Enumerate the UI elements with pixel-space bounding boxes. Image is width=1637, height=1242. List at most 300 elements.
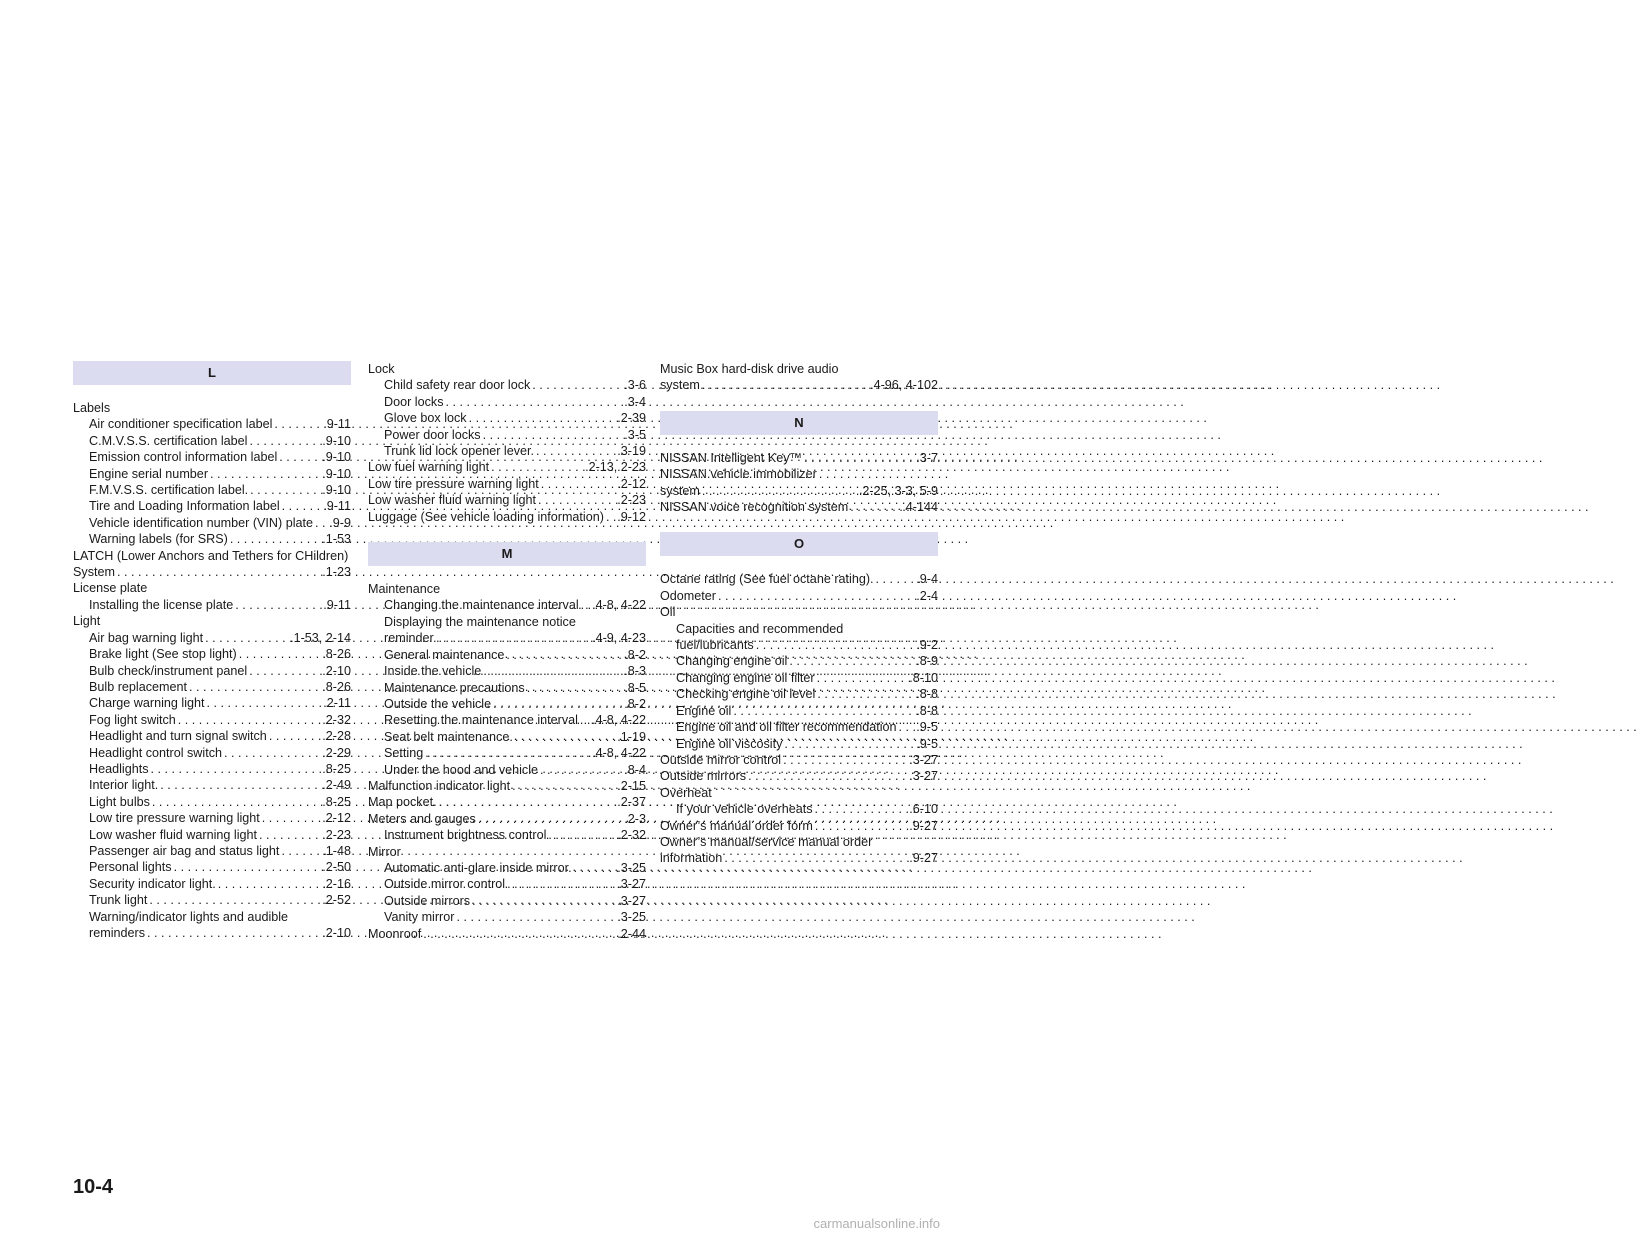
index-entry [73, 745, 351, 761]
entry-page-ref: .8-4 [624, 762, 646, 777]
dot-leader [272, 416, 322, 432]
entry-page-ref: .9-9 [329, 515, 351, 530]
entry-page-ref: .8-2 [624, 647, 646, 662]
index-entry [73, 416, 351, 432]
entry-term: Octane rating (See fuel octane rating). [660, 572, 874, 587]
entry-term: Warning labels (for SRS) [89, 532, 228, 547]
dot-leader [467, 410, 617, 426]
entry-term: Under the hood and vehicle [384, 762, 539, 777]
index-entry [73, 630, 351, 646]
index-entry [368, 811, 646, 827]
index-heading: LATCH (Lower Anchors and Tethers for CHildren) [73, 548, 349, 563]
index-entry [73, 794, 351, 810]
entry-term: NISSAN voice recognition system [660, 500, 849, 515]
dot-leader [222, 745, 321, 761]
index-entry [368, 762, 646, 778]
entry-term: Passenger air bag and status light [89, 843, 280, 858]
entry-term: Outside mirror control [660, 752, 782, 767]
index-entry [368, 410, 646, 426]
index-heading: Mirror [368, 844, 401, 859]
index-entry [660, 719, 938, 735]
dot-leader [216, 876, 322, 892]
entry-term: System [73, 565, 115, 580]
entry-page-ref: .2-49 [322, 778, 351, 793]
dot-leader [203, 630, 289, 646]
entry-term: Outside mirrors [384, 893, 471, 908]
dot-leader [176, 712, 321, 728]
dot-leader [787, 653, 915, 669]
entry-page-ref: .4-8, 4-22 [592, 713, 646, 728]
entry-term: Fog light switch [89, 712, 176, 727]
dot-leader [530, 377, 623, 393]
entry-page-ref: .2-50 [322, 860, 351, 875]
index-entry [73, 515, 351, 531]
dot-leader [481, 427, 624, 443]
entry-term: Outside mirrors [660, 769, 747, 784]
entry-term: Moonroof [368, 926, 422, 941]
entry-term: Inside the vehicle [384, 664, 482, 679]
entry-page-ref: .1-48 [322, 843, 351, 858]
entry-page-ref: .2-32 [617, 828, 646, 843]
entry-term: Automatic anti-glare inside mirror. [384, 860, 572, 875]
entry-page-ref: .4-96, 4-102 [870, 378, 938, 393]
index-heading: Labels [73, 401, 111, 415]
index-entry [660, 483, 938, 499]
dot-leader [247, 433, 321, 449]
entry-term: Maintenance precautions [384, 680, 525, 695]
dot-leader [313, 515, 328, 531]
index-heading: License plate [73, 581, 148, 596]
dot-leader [534, 443, 616, 459]
index-entry [73, 679, 351, 695]
entry-page-ref: .2-23 [617, 493, 646, 508]
index-entry [368, 860, 646, 876]
index-entry [368, 893, 646, 909]
dot-leader [897, 719, 916, 735]
entry-term: Malfunction indicator light [368, 778, 511, 793]
entry-term: Low fuel warning light [368, 460, 490, 475]
dot-leader [604, 509, 616, 525]
index-entry [73, 449, 351, 465]
dot-leader [454, 909, 616, 925]
index-entry [73, 859, 351, 875]
dot-leader [781, 752, 908, 768]
entry-term: information [660, 851, 723, 866]
index-entry [73, 712, 351, 728]
entry-term: Luggage (See vehicle loading information) [368, 509, 604, 524]
dot-leader [476, 811, 623, 827]
dot-leader [525, 680, 624, 696]
entry-page-ref: .3-4 [624, 394, 646, 409]
dot-leader [237, 646, 322, 662]
entry-term: fuel/lubricants [676, 638, 754, 653]
index-entry [368, 630, 646, 646]
index-entry [368, 476, 646, 492]
section-letter-n: N [660, 411, 938, 435]
dot-leader [782, 736, 915, 752]
entry-page-ref: .3-25 [617, 910, 646, 925]
index-entry [660, 818, 938, 834]
entry-term: Low washer fluid warning light [368, 493, 537, 508]
index-entry [368, 427, 646, 443]
index-heading: Overheat [660, 785, 712, 800]
dot-leader [491, 696, 623, 712]
dot-leader [746, 768, 908, 784]
index-entry [368, 876, 646, 892]
entry-page-ref: .6-10 [909, 802, 938, 817]
index-entry [368, 909, 646, 925]
entry-page-ref: .2-12 [617, 476, 646, 491]
index-heading: NISSAN vehicle immobilizer [660, 467, 817, 482]
entry-page-ref: .3-25 [617, 860, 646, 875]
index-entry [73, 597, 351, 613]
spacer [660, 435, 938, 450]
dot-leader [813, 818, 908, 834]
entry-term: Personal lights [89, 860, 172, 875]
entry-page-ref: .9-5 [916, 736, 938, 751]
entry-term: Headlight control switch [89, 745, 222, 760]
entry-page-ref: .2-28 [322, 729, 351, 744]
entry-term: Owner’s manual order form [660, 818, 813, 833]
dot-leader [504, 647, 623, 663]
entry-term: Power door locks [384, 427, 481, 442]
entry-term: reminders [89, 926, 145, 940]
entry-term: Odometer [660, 588, 716, 603]
dot-leader [187, 679, 321, 695]
index-heading: Light [73, 614, 101, 629]
entry-page-ref: .8-9 [916, 654, 938, 669]
entry-term: General maintenance [384, 647, 505, 662]
index-entry [660, 703, 938, 719]
entry-term: Resetting the maintenance interval [384, 713, 578, 728]
entry-term: Map pocket. [368, 795, 437, 810]
entry-page-ref: .3-27 [617, 893, 646, 908]
entry-page-ref: .8-2 [624, 696, 646, 711]
dot-leader [158, 777, 321, 793]
dot-leader [848, 499, 901, 515]
index-entry [660, 499, 938, 515]
index-heading: Displaying the maintenance notice [384, 614, 576, 629]
entry-term: NISSAN Intelligent Key™ [660, 450, 803, 465]
entry-page-ref: .2-39 [617, 411, 646, 426]
entry-term: Instrument brightness control [384, 828, 547, 843]
index-entry [73, 728, 351, 744]
index-entry [660, 653, 938, 669]
index-entry [368, 663, 646, 679]
index-column-3 [660, 361, 938, 867]
entry-term: Engine serial number [89, 466, 209, 481]
dot-leader [815, 686, 915, 702]
index-entry [660, 637, 938, 653]
index-entry [368, 712, 646, 728]
index-entry [368, 729, 646, 745]
entry-term: Trunk light [89, 893, 148, 908]
entry-term: Door locks [384, 394, 444, 409]
index-heading: Capacities and recommended [676, 621, 844, 636]
entry-term: Brake light (See stop light) [89, 647, 237, 662]
index-entry [660, 571, 938, 587]
index-entry [368, 745, 646, 761]
index-entry [73, 925, 351, 941]
index-entry [73, 564, 351, 580]
entry-page-ref: .9-10 [322, 483, 351, 498]
index-entry [73, 827, 351, 843]
index-entry [73, 843, 351, 859]
entry-page-ref: .8-8 [916, 703, 938, 718]
dot-leader [546, 827, 616, 843]
entry-term: Vanity mirror [384, 910, 455, 925]
entry-page-ref: .9-12 [617, 509, 646, 524]
dot-leader [874, 571, 916, 587]
index-entry [368, 597, 646, 613]
dot-leader [510, 778, 616, 794]
dot-leader [172, 859, 322, 875]
entry-page-ref: .2-52 [322, 893, 351, 908]
index-entry [368, 377, 646, 393]
entry-term: Interior light. [89, 778, 159, 793]
dot-leader [538, 762, 623, 778]
entry-term: Seat belt maintenance. [384, 729, 513, 744]
index-column-2 [368, 361, 646, 942]
entry-term: Light bulbs [89, 794, 150, 809]
entry-term: Changing engine oil [676, 654, 788, 669]
entry-term: Charge warning light [89, 696, 205, 711]
entry-page-ref: .9-11 [323, 417, 351, 432]
dot-leader [279, 843, 321, 859]
index-heading: Lock [368, 362, 395, 376]
dot-leader [481, 663, 623, 679]
index-heading: Maintenance [368, 582, 441, 597]
dot-leader [205, 695, 323, 711]
index-entry [660, 850, 938, 866]
dot-leader [267, 728, 321, 744]
dot-leader [513, 729, 616, 745]
entry-page-ref: .1-23 [322, 565, 351, 580]
entry-page-ref: .4-144 [902, 500, 938, 515]
dot-leader [260, 810, 321, 826]
dot-leader [280, 498, 323, 514]
index-entry [73, 777, 351, 793]
spacer [73, 385, 351, 400]
entry-term: Checking engine oil level [676, 687, 816, 702]
entry-page-ref: .8-5 [624, 680, 646, 695]
dot-leader [150, 794, 321, 810]
dot-leader [539, 476, 616, 492]
entry-term: Bulb replacement [89, 679, 188, 694]
dot-leader [813, 801, 909, 817]
dot-leader [208, 466, 321, 482]
entry-page-ref: .2-12 [322, 811, 351, 826]
dot-leader [437, 794, 617, 810]
entry-term: Outside the vehicle [384, 696, 492, 711]
entry-page-ref: .8-3 [624, 664, 646, 679]
entry-term: reminder. [384, 631, 437, 646]
entry-page-ref: .2-16 [322, 876, 351, 891]
entry-page-ref: .2-37 [617, 795, 646, 810]
entry-term: Meters and gauges [368, 811, 476, 826]
entry-page-ref: .9-2 [916, 638, 938, 653]
entry-page-ref: .3-27 [909, 752, 938, 767]
dot-leader [754, 637, 916, 653]
entry-page-ref: .2-4 [916, 588, 938, 603]
entry-term: Air bag warning light [89, 630, 204, 645]
index-entry [660, 450, 938, 466]
index-entry [73, 761, 351, 777]
spacer [660, 556, 938, 571]
index-entry [73, 433, 351, 449]
entry-page-ref: .1-19 [617, 729, 646, 744]
entry-term: system [660, 378, 700, 393]
index-heading: Warning/indicator lights and audible [89, 909, 289, 924]
dot-leader [700, 377, 869, 393]
index-heading: Owner’s manual/service manual order [660, 834, 873, 849]
entry-page-ref: .9-10 [322, 433, 351, 448]
entry-term: Tire and Loading Information label [89, 499, 280, 514]
dot-leader [228, 531, 321, 547]
entry-page-ref: .1-53 [322, 532, 351, 547]
entry-term: Vehicle identification number (VIN) plate [89, 515, 314, 530]
index-entry [660, 588, 938, 604]
dot-leader [578, 712, 591, 728]
index-entry [73, 531, 351, 547]
dot-leader [802, 450, 915, 466]
entry-page-ref: .2-11 [323, 696, 351, 711]
entry-term: C.M.V.S.S. certification label [89, 433, 248, 448]
entry-page-ref: .4-8, 4-22 [592, 746, 646, 761]
index-entry [73, 646, 351, 662]
dot-leader [716, 588, 915, 604]
dot-leader [700, 483, 858, 499]
dot-leader [147, 892, 321, 908]
dot-leader [722, 850, 908, 866]
section-letter-o: O [660, 532, 938, 556]
index-entry [368, 509, 646, 525]
index-entry [368, 794, 646, 810]
entry-term: Engine oil and oil filter recommendation [676, 720, 897, 735]
section-letter-m: M [368, 542, 646, 566]
index-entry [73, 695, 351, 711]
dot-leader [247, 663, 321, 679]
index-entry [660, 670, 938, 686]
index-entry [660, 768, 938, 784]
entry-term: Bulb check/instrument panel [89, 663, 248, 678]
index-entry [368, 680, 646, 696]
dot-leader [470, 893, 616, 909]
index-entry [660, 377, 938, 393]
entry-page-ref: .3-27 [617, 877, 646, 892]
entry-page-ref: .2-3 [624, 811, 646, 826]
index-entry [73, 876, 351, 892]
dot-leader [536, 492, 616, 508]
dot-leader [572, 860, 617, 876]
index-entry [368, 926, 646, 942]
dot-leader [579, 597, 591, 613]
entry-term: system [660, 483, 700, 498]
index-entry [73, 892, 351, 908]
entry-page-ref: .9-11 [323, 597, 351, 612]
entry-term: Changing engine oil filter [676, 670, 815, 685]
dot-leader [423, 745, 591, 761]
entry-page-ref: .4-8, 4-22 [592, 598, 646, 613]
index-entry [73, 482, 351, 498]
index-entry [368, 696, 646, 712]
dot-leader [489, 459, 584, 475]
entry-page-ref: .2-15 [617, 778, 646, 793]
index-entry [660, 686, 938, 702]
entry-page-ref: .8-25 [322, 761, 351, 776]
entry-term: Headlights [89, 761, 149, 776]
entry-page-ref: .8-26 [322, 679, 351, 694]
entry-term: Outside mirror control [384, 877, 506, 892]
entry-page-ref: .2-13, 2-23 [585, 460, 646, 475]
entry-page-ref: .9-27 [909, 851, 938, 866]
index-entry [660, 736, 938, 752]
entry-term: Setting [384, 746, 424, 761]
entry-term: Installing the license plate [89, 597, 234, 612]
entry-page-ref: .3-6 [624, 378, 646, 393]
index-heading: Music Box hard-disk drive audio [660, 362, 839, 376]
entry-page-ref: .2-25, 3-3, 5-9 [858, 483, 938, 498]
dot-leader [248, 482, 321, 498]
index-entry [368, 827, 646, 843]
entry-page-ref: .2-10 [322, 663, 351, 678]
page-number: 10-4 [73, 1176, 114, 1198]
entry-term: F.M.V.S.S. certification label. [89, 483, 249, 498]
entry-page-ref: .2-44 [617, 926, 646, 941]
entry-page-ref: .8-25 [322, 794, 351, 809]
entry-page-ref: .9-10 [322, 450, 351, 465]
entry-term: Engine oil [676, 703, 732, 718]
entry-page-ref: .2-10 [322, 926, 351, 940]
watermark: carmanualsonline.info [813, 1216, 940, 1231]
entry-term: Security indicator light. [89, 876, 216, 891]
entry-term: Trunk lid lock opener lever. [384, 444, 535, 459]
index-entry [73, 663, 351, 679]
entry-page-ref: .4-9, 4-23 [592, 631, 646, 646]
index-entry [368, 459, 646, 475]
dot-leader [421, 926, 616, 942]
dot-leader [233, 597, 322, 613]
index-column-1 [73, 361, 351, 941]
entry-page-ref: .3-5 [624, 427, 646, 442]
entry-term: Glove box lock [384, 411, 467, 426]
dot-leader [145, 925, 321, 941]
entry-page-ref: .2-29 [322, 745, 351, 760]
entry-page-ref: .9-5 [916, 720, 938, 735]
entry-term: Low tire pressure warning light [89, 811, 260, 826]
entry-page-ref: .8-10 [909, 670, 938, 685]
dot-leader [437, 630, 592, 646]
entry-page-ref: .9-11 [323, 499, 351, 514]
section-letter-l: L [73, 361, 351, 385]
dot-leader [257, 827, 321, 843]
index-entry [368, 492, 646, 508]
entry-page-ref: .1-53, 2-14 [290, 630, 351, 645]
dot-leader [731, 703, 915, 719]
entry-page-ref: .3-7 [916, 450, 938, 465]
entry-page-ref: .2-32 [322, 712, 351, 727]
index-entry [368, 778, 646, 794]
entry-page-ref: .9-4 [916, 572, 938, 587]
index-entry [660, 801, 938, 817]
entry-term: Engine oil viscosity [676, 736, 783, 751]
entry-term: Air conditioner specification label [89, 417, 273, 432]
index-entry [368, 394, 646, 410]
entry-page-ref: .8-8 [916, 687, 938, 702]
index-entry [73, 810, 351, 826]
dot-leader [444, 394, 624, 410]
dot-leader [115, 564, 321, 580]
